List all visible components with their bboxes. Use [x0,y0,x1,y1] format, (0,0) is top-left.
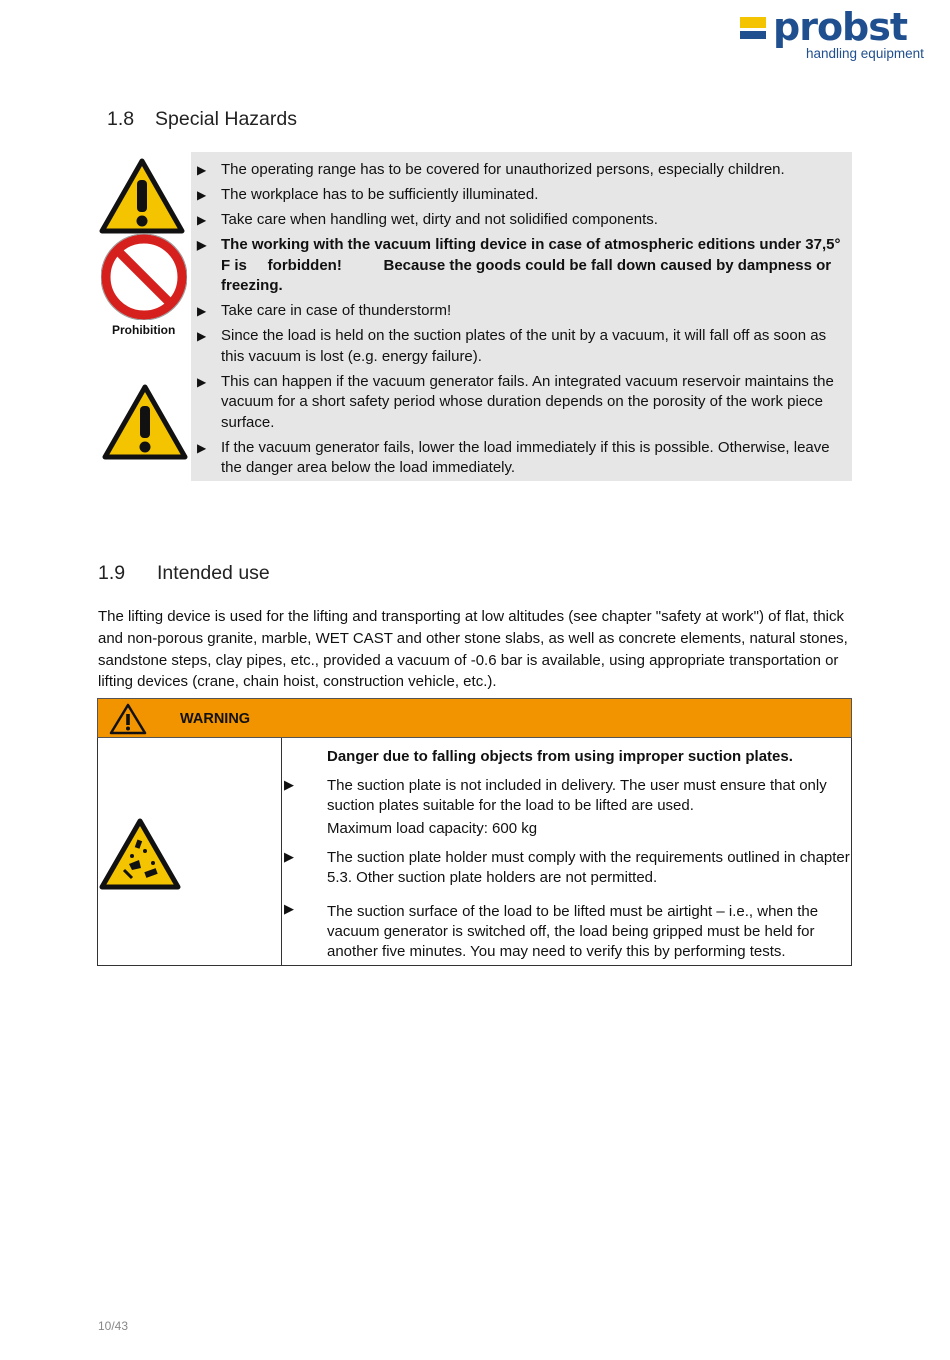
bullet-arrow-icon: ▶ [197,374,207,389]
list-item: ▶ The suction surface of the load to be lifted must be airtight – i.e., when the vacuum generator is switched off, the load being gripped must be held for another five minutes. You may need to verify this by performing tests. [284,901,819,960]
bullet-arrow-icon: ▶ [197,238,207,252]
bullet-arrow-icon: ▶ [284,777,294,792]
list-item: ▶ The suction plate is not included in delivery. The user must ensure that only suction plates suitable for the load to be lifted are used. Maximum load capacity: 600 kg [327,776,852,839]
warning-triangle-icon [102,384,188,460]
max-load-capacity: Maximum load capacity: 600 kg [327,820,538,837]
list-item: ▶ The suction plate holder must comply with the requirements outlined in chapter 5.3. Other suction plate holders are not permitted. [284,849,850,886]
bullet-arrow-icon: ▶ [197,304,207,318]
list-item: ▶ Since the load is held on the suction plates of the unit by a vacuum, it will fall off as soon as this vacuum is lost (e.g. energy failure). [197,327,827,365]
list-item: ▶ The workplace has to be sufficiently illuminated. [191,185,842,206]
intended-use-paragraph: The lifting device is used for the lifting and transporting at low altitudes (see chapter "safety at work") of flat, thick and non-porous granite, marble, WET CAST and other stone slabs, as well as concrete elements, natural stones, sandstone steps, clay pipes, etc., provided a vacuum of -0.6 bar is available, using appropriate transportation or lifting devices (crane, chain hoist, construction vehicle, etc.). [98,608,848,691]
section-heading-hazards [107,108,297,131]
section-heading-intended-use [98,562,270,585]
list-item: ▶ The operating range has to be covered for unauthorized persons, especially children. [191,160,842,181]
warning-triangle-icon [99,158,185,234]
list-item: ▶ If the vacuum generator fails, lower the load immediately if this is possible. Otherwise, leave the danger area below the load immediately. [197,438,830,476]
bullet-arrow-icon: ▶ [284,849,294,864]
prohibition-sign-icon [101,234,187,320]
prohibition-label: Prohibition [112,323,176,337]
warning-header [97,698,852,738]
brand-tagline: handling equipment [806,46,924,61]
bullet-arrow-icon: ▶ [284,901,294,916]
list-item: ▶ Take care in case of thunderstorm! [191,301,842,322]
list-item: ▶ Take care when handling wet, dirty and not solidified components. [191,210,842,231]
warning-label: WARNING [180,711,251,727]
list-item: ▶ The working with the vacuum lifting device in case of atmospheric editions under 37,5° F is forbidden! Because the goods could be fall down caused by dampness or freezing. [197,236,845,294]
brand-name: probst [773,5,908,49]
list-item: ▶ This can happen if the vacuum generator fails. An integrated vacuum reservoir maintains the vacuum for a short safety period whose duration depends on the porosity of the work piece surface. [197,372,840,431]
page-number: 10/43 [98,1319,129,1333]
warning-icon-cell [98,738,282,965]
bullet-arrow-icon: ▶ [197,163,207,177]
warning-body [97,738,852,966]
falling-objects-warning-icon [99,818,181,890]
warning-box [97,698,852,966]
brand-logo [738,6,938,62]
bullet-arrow-icon: ▶ [197,440,207,455]
warning-triangle-icon [109,703,147,735]
section-number: 1.9 [98,562,126,584]
warning-title: Danger due to falling objects from using improper suction plates. [327,748,793,765]
bullet-arrow-icon: ▶ [197,329,207,343]
section-title: Intended use [157,562,270,584]
section-title: Special Hazards [155,108,297,130]
hazard-list [191,152,852,479]
hazard-list-box [191,152,852,481]
bullet-arrow-icon: ▶ [197,188,207,202]
section-number: 1.8 [107,108,135,130]
bullet-arrow-icon: ▶ [197,213,207,227]
logo-mark-icon [740,17,766,43]
